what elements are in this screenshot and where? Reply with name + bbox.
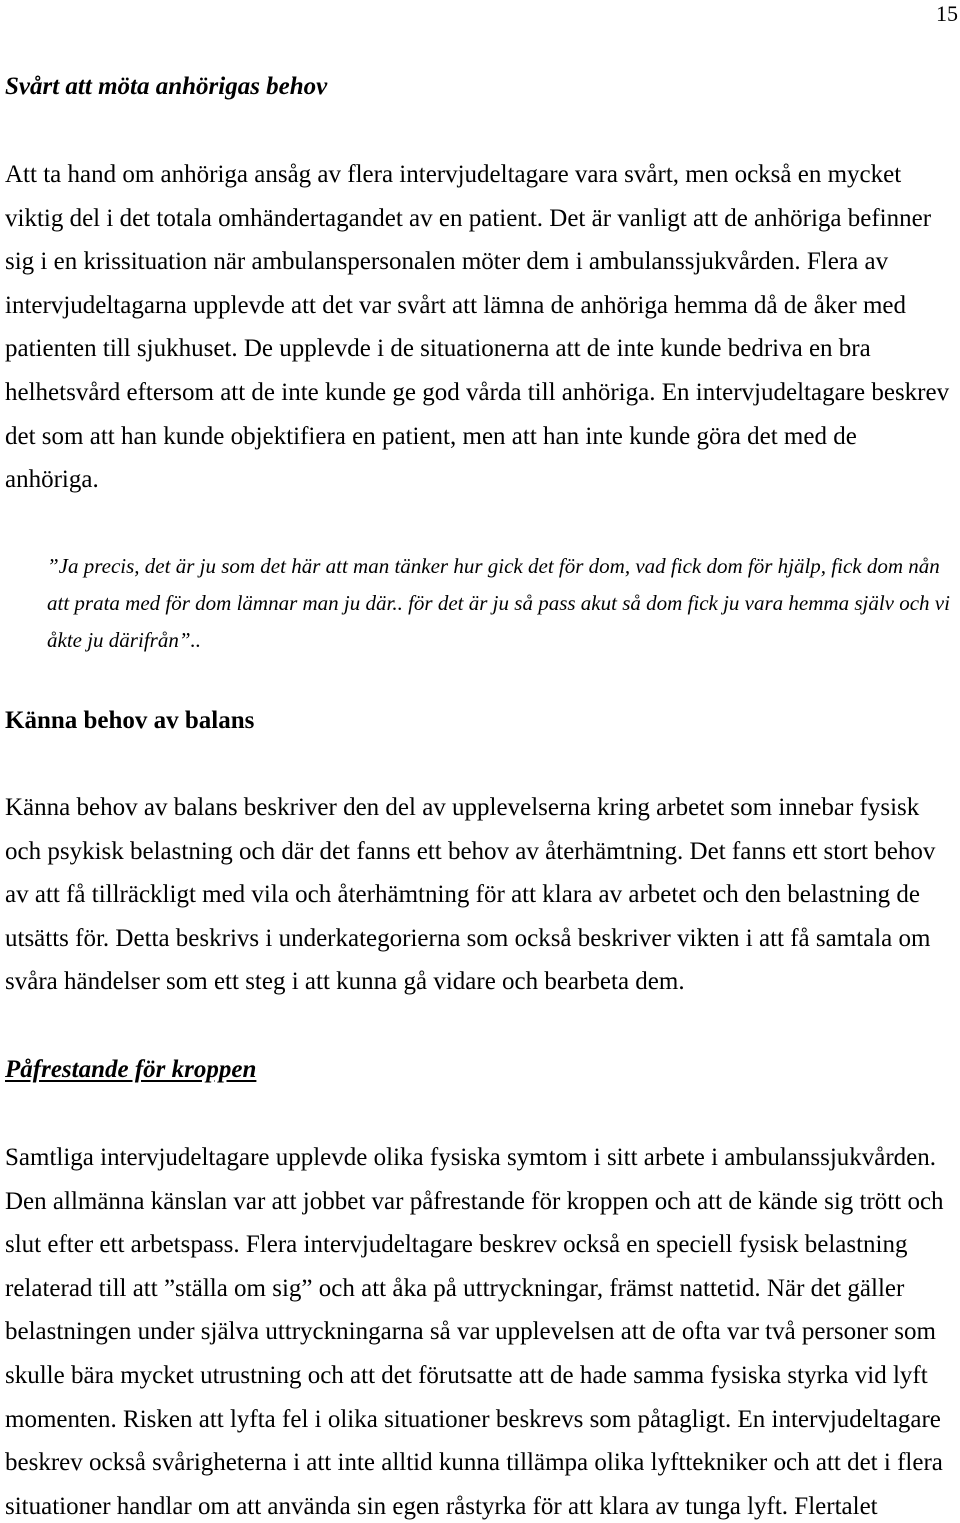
paragraph-line: Samtliga intervjudeltagare upplevde olika fysiska symtom i sitt arbete i ambulanssjukvården.	[5, 1144, 937, 1171]
section-heading-anhorigas-behov: Svårt att möta anhörigas behov	[5, 73, 328, 100]
paragraph-line: relaterad till att ”ställa om sig” och att åka på uttryckningar, främst nattetid. När det gäller	[5, 1274, 905, 1302]
quote-line: att prata med för dom lämnar man ju där.. för det är ju så pass akut så dom fick ju vara hemma själv och vi	[47, 591, 950, 615]
paragraph-line: intervjudeltagarna upplevde att det var svårt att lämna de anhöriga hemma då de åker med	[5, 291, 907, 319]
quote-line: ”Ja precis, det är ju som det här att man tänker hur gick det för dom, vad fick dom för hjälp, fick dom nån	[47, 554, 940, 578]
paragraph-line: situationer handlar om att använda sin egen råstyrka för att klara av tunga lyft. Flertalet	[5, 1492, 878, 1520]
page-number: 15	[936, 1, 958, 26]
paragraph-line: svåra händelser som ett steg i att kunna gå vidare och bearbeta dem.	[5, 968, 685, 996]
paragraph-line: viktig del i det totala omhändertagandet av en patient. Det är vanligt att de anhöriga befinner	[5, 204, 932, 232]
interview-quote	[47, 553, 950, 653]
paragraph-line: helhetsvård eftersom att de inte kunde ge god vårda till anhöriga. En intervjudeltagare beskrev	[5, 378, 950, 406]
paragraph-behov-av-balans	[5, 793, 935, 997]
paragraph-line: anhöriga.	[5, 466, 99, 494]
paragraph-pafrestande-for-kroppen	[5, 1143, 944, 1522]
paragraph-line: Att ta hand om anhöriga ansåg av flera intervjudeltagare vara svårt, men också en mycket	[5, 161, 902, 188]
paragraph-anhorigas-behov	[5, 160, 949, 495]
section-heading-behov-av-balans: Känna behov av balans	[5, 707, 255, 734]
paragraph-line: av att få tillräckligt med vila och återhämtning för att klara av arbetet och den belastning de	[5, 881, 920, 909]
section-heading-pafrestande-for-kroppen: Påfrestande för kroppen	[5, 1056, 257, 1083]
paragraph-line: sig i en krissituation när ambulanspersonalen möter dem i ambulanssjukvården. Flera av	[5, 248, 889, 276]
paragraph-line: momenten. Risken att lyfta fel i olika situationer beskrevs som påtagligt. En intervjudeltagare	[5, 1405, 941, 1433]
paragraph-line: patienten till sjukhuset. De upplevde i de situationerna att de inte kunde bedriva en bra	[5, 335, 871, 363]
paragraph-line: utsätts för. Detta beskrivs i underkategorierna som också beskriver vikten i att få samtala om	[5, 924, 931, 952]
paragraph-line: belastningen under själva uttryckningarna så var upplevelsen att de ofta var två personer som	[5, 1318, 936, 1346]
paragraph-line: beskrev också svårigheterna i att inte alltid kunna tillämpa olika lyfttekniker och att det i flera	[5, 1449, 943, 1477]
paragraph-line: och psykisk belastning och där det fanns ett behov av återhämtning. Det fanns ett stort behov	[5, 837, 936, 865]
paragraph-line: det som att han kunde objektifiera en patient, men att han inte kunde göra det med de	[5, 422, 857, 450]
paragraph-line: slut efter ett arbetspass. Flera intervjudeltagare beskrev också en speciell fysisk belastning	[5, 1231, 908, 1259]
paragraph-line: Känna behov av balans beskriver den del av upplevelserna kring arbetet som innebar fysisk	[5, 794, 920, 821]
paragraph-line: Den allmänna känslan var att jobbet var påfrestande för kroppen och att de kände sig trött och	[5, 1187, 944, 1215]
paragraph-line: skulle bära mycket utrustning och att det förutsatte att de hade samma fysiska styrka vid lyft	[5, 1361, 928, 1389]
quote-line: åkte ju därifrån”..	[47, 628, 202, 652]
